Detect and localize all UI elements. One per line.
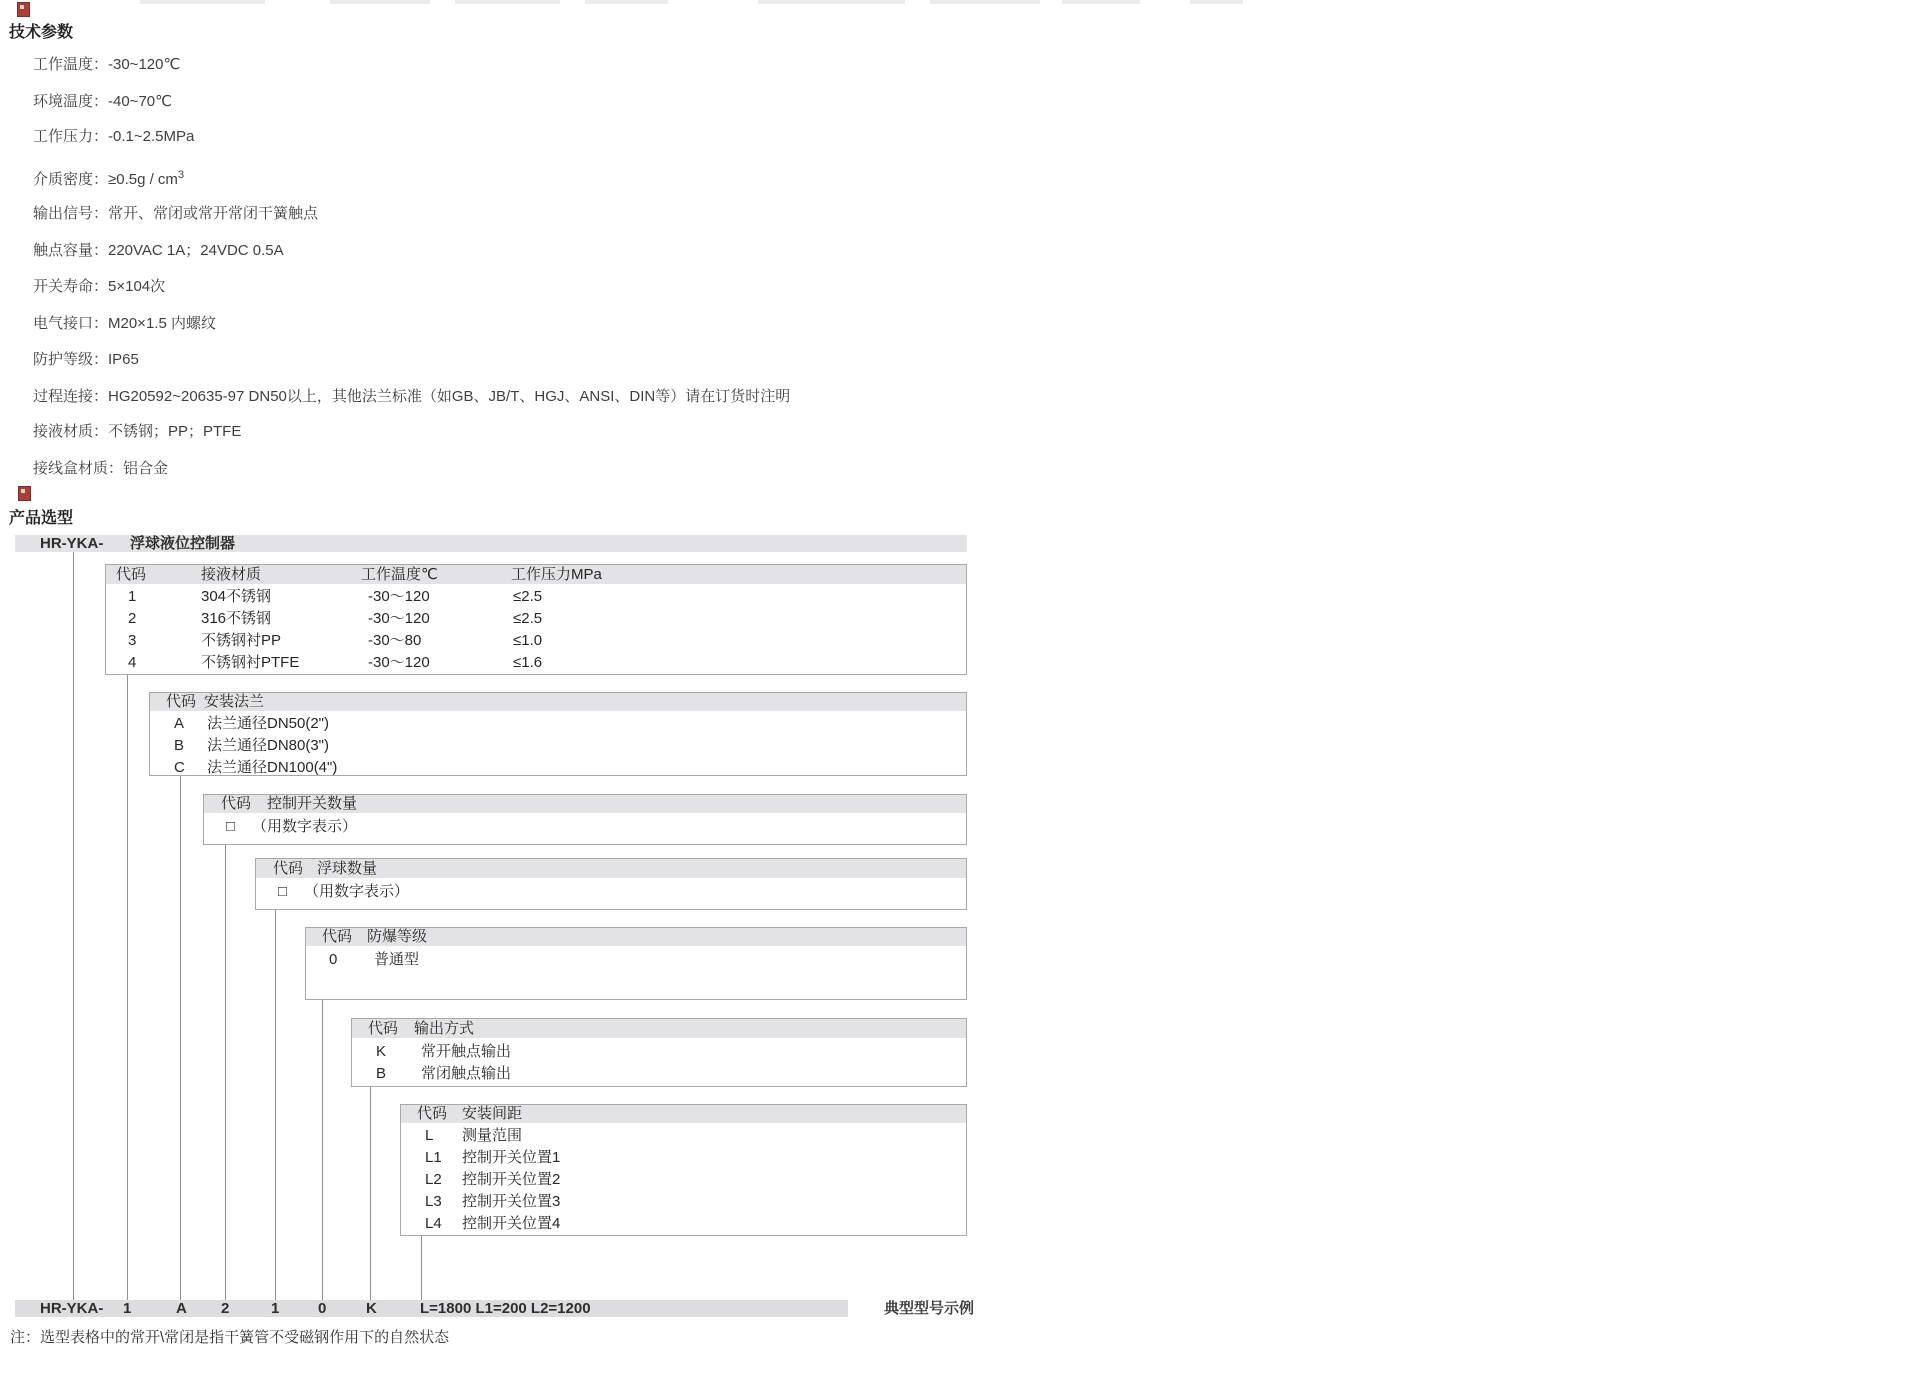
clipped-text-remnant (930, 0, 1040, 4)
option-box-header (150, 693, 966, 711)
connector-line (180, 776, 181, 1301)
spec-line-medium-density: 介质密度：$\ge 0.5g / cm^3$ (33, 169, 185, 188)
density-exponent: 3 (177, 169, 185, 181)
spec-line-protection-rating: 防护等级：IP65 (33, 351, 139, 368)
product-selection-heading (9, 505, 73, 528)
spec-line-working-pressure: 工作压力：-0.1~2.5MPa (33, 128, 195, 145)
option-row: □ （用数字表示） (226, 818, 358, 835)
option-box-flange (149, 692, 967, 776)
col-header-material: 接液材质 (201, 566, 262, 583)
option-row: B 法兰通径DN80(3") (174, 737, 330, 754)
code-label: 代码 (273, 860, 304, 877)
connector-line (421, 1236, 422, 1301)
spec-line-contact-capacity: 触点容量：220VAC 1A；24VDC 0.5A (33, 242, 284, 259)
clipped-text-remnant (1190, 0, 1243, 4)
spec-line-electrical-interface: 电气接口：M20×1.5 内螺纹 (33, 315, 216, 332)
option-box-header (256, 859, 966, 878)
spec-line-ambient-temp: 环境温度：-40~70℃ (33, 93, 172, 110)
example-code: A (176, 1300, 187, 1317)
example-prefix: HR-YKA- (40, 1300, 104, 1317)
col-header-temp: 工作温度℃ (361, 566, 438, 583)
example-code: 2 (221, 1300, 230, 1317)
spec-line-process-connection: 过程连接：HG20592~20635-97 DN50以上，其他法兰标准（如GB、JB/T、HGJ、ANSI、DIN等）请在订货时注明 (33, 388, 791, 405)
option-box-header (204, 795, 966, 813)
code-label: 代码 (417, 1105, 448, 1122)
option-row: C 法兰通径DN100(4") (174, 759, 338, 776)
option-row: L4 控制开关位置4 (425, 1215, 561, 1232)
spec-line-switch-life: 开关寿命：5×104次 (33, 278, 166, 295)
connector-line (127, 675, 128, 1301)
example-code: 1 (123, 1300, 132, 1317)
example-code: K (366, 1300, 377, 1317)
col-header-code: 代码 (116, 566, 147, 583)
option-title: 防爆等级 (367, 928, 428, 945)
spec-line-working-temp: 工作温度：-30~120℃ (33, 56, 181, 73)
option-row: 0 普通型 (329, 951, 420, 968)
connector-line (322, 1000, 323, 1301)
option-box-header (401, 1105, 966, 1123)
connector-line (370, 1087, 371, 1301)
option-box-header (352, 1019, 966, 1038)
broken-image-icon (17, 2, 30, 17)
option-box-output-mode (351, 1018, 967, 1087)
option-row: L 测量范围 (425, 1127, 523, 1144)
option-row: L3 控制开关位置3 (425, 1193, 561, 1210)
option-box-float-count (255, 858, 967, 910)
code-label: 代码 (322, 928, 353, 945)
option-title: 输出方式 (414, 1020, 475, 1037)
spec-line-junction-box-material: 接线盒材质：铝合金 (33, 460, 169, 477)
code-label: 代码 (368, 1020, 399, 1037)
connector-line (275, 910, 276, 1301)
table-row: 3 不锈钢衬PP -30～80 ≤1.0 (128, 632, 543, 649)
option-title: 浮球数量 (317, 860, 378, 877)
option-row: K 常开触点输出 (376, 1043, 512, 1060)
option-title: 控制开关数量 (267, 795, 358, 812)
table-row: 1 304不锈钢 -30～120 ≤2.5 (128, 588, 543, 605)
model-bar (15, 535, 967, 552)
clipped-text-remnant (758, 0, 905, 4)
spec-line-output-signal: 输出信号：常开、常闭或常开常闭干簧触点 (33, 205, 319, 222)
material-table-header (106, 565, 966, 584)
spec-line-wetted-material: 接液材质：不锈钢；PP；PTFE (33, 423, 242, 440)
example-code: 0 (318, 1300, 327, 1317)
example-spacing-values: L=1800 L1=200 L2=1200 (420, 1300, 591, 1317)
clipped-text-remnant (330, 0, 430, 4)
code-label: 代码 (221, 795, 252, 812)
code-label: 代码 (166, 693, 197, 710)
clipped-text-remnant (585, 0, 668, 4)
model-name: 浮球液位控制器 (130, 535, 236, 552)
option-box-switch-count (203, 794, 967, 845)
option-title: 安装间距 (462, 1105, 523, 1122)
footnote: 注：选型表格中的常开\常闭是指干簧管不受磁钢作用下的自然状态 (10, 1329, 450, 1346)
example-caption: 典型型号示例 (884, 1300, 975, 1317)
option-row: □ （用数字表示） (278, 883, 410, 900)
table-row: 2 316不锈钢 -30～120 ≤2.5 (128, 610, 543, 627)
option-box-explosion-grade (305, 927, 967, 1000)
option-box-mounting-spacing (400, 1104, 967, 1236)
option-box-header (306, 928, 966, 946)
option-row: A 法兰通径DN50(2") (174, 715, 330, 732)
clipped-text-remnant (455, 0, 560, 4)
table-row: 4 不锈钢衬PTFE -30～120 ≤1.6 (128, 654, 543, 671)
example-model-bar (15, 1300, 848, 1317)
tech-params-heading (9, 19, 73, 42)
option-title: 安装法兰 (204, 693, 265, 710)
option-row: B 常闭触点输出 (376, 1065, 512, 1082)
tech-params-heading-text: 技术参数 (9, 24, 74, 41)
material-table (105, 564, 967, 675)
clipped-text-remnant (1062, 0, 1140, 4)
model-prefix: HR-YKA- (40, 535, 104, 552)
example-code: 1 (271, 1300, 280, 1317)
product-selection-heading-text: 产品选型 (9, 510, 74, 527)
broken-image-icon (18, 486, 31, 501)
option-row: L1 控制开关位置1 (425, 1149, 561, 1166)
col-header-pressure: 工作压力MPa (511, 566, 602, 583)
option-row: L2 控制开关位置2 (425, 1171, 561, 1188)
clipped-text-remnant (140, 0, 265, 4)
connector-line (225, 845, 226, 1301)
connector-line (73, 552, 74, 1301)
